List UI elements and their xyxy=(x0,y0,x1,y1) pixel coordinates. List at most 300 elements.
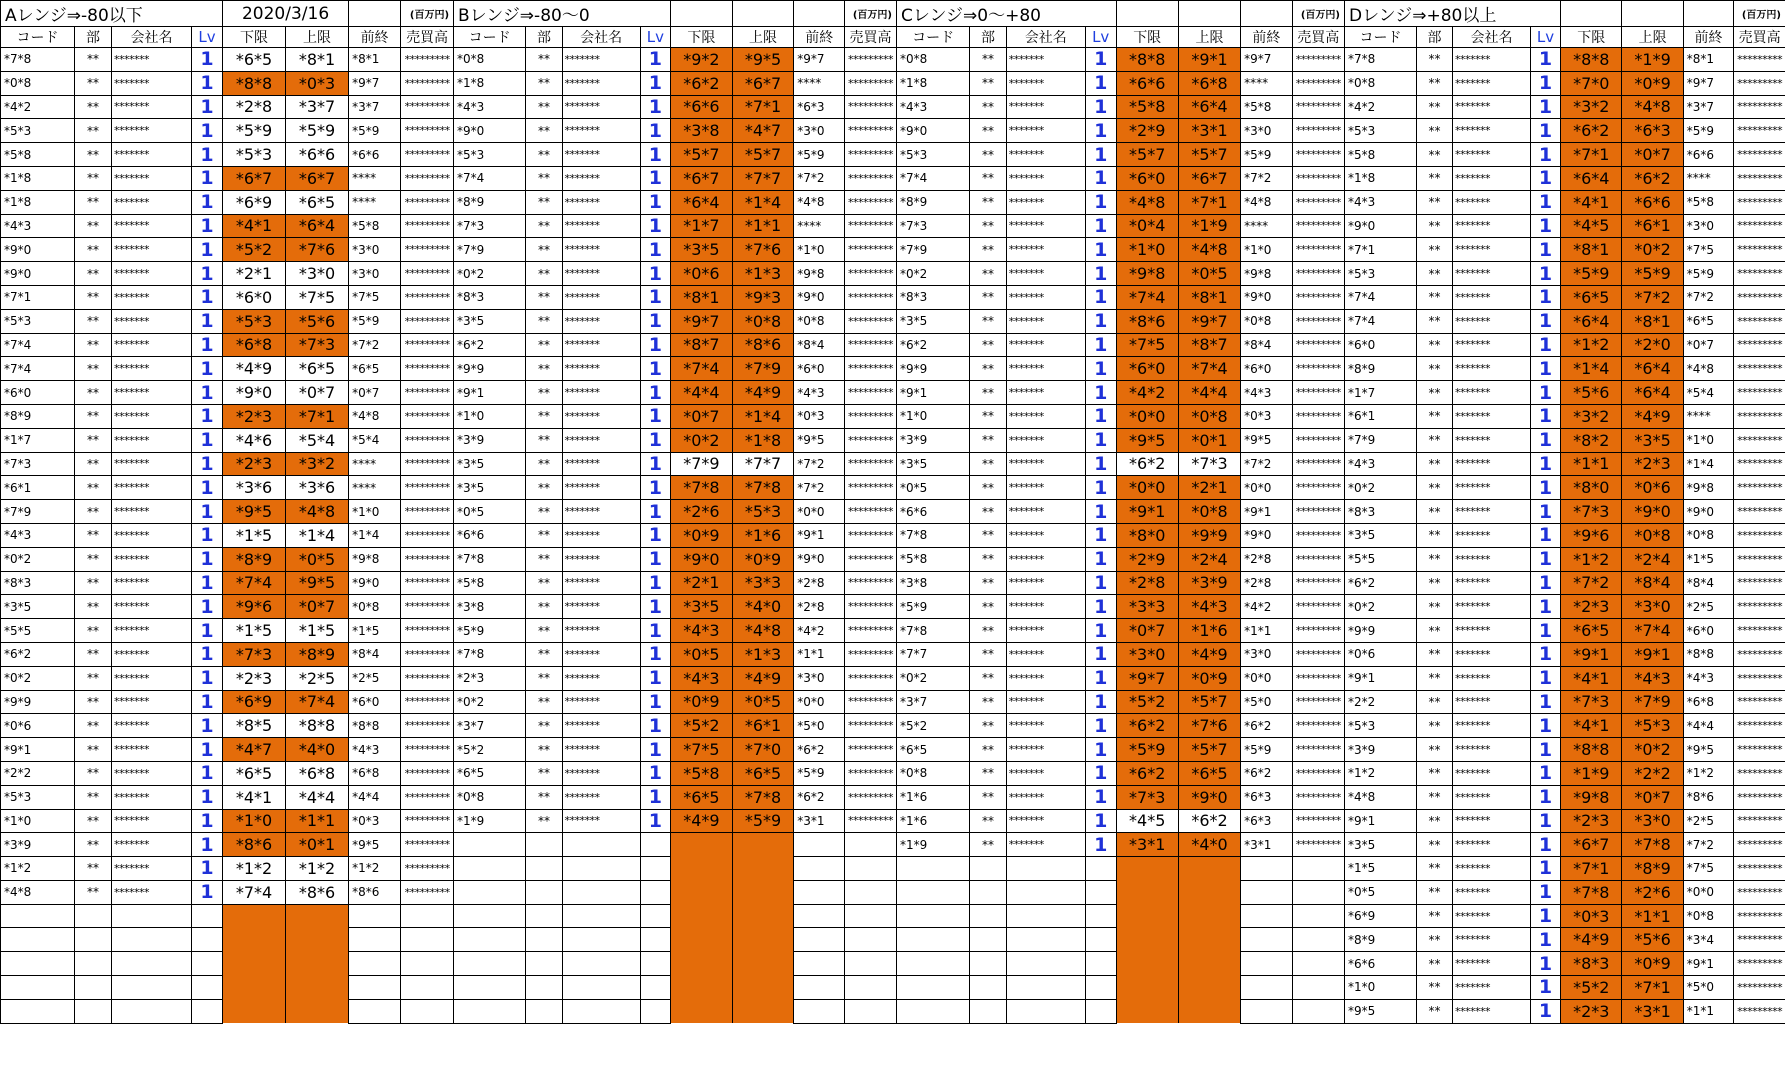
bu-cell[interactable]: ** xyxy=(1417,666,1453,690)
low-cell[interactable]: *6*4 xyxy=(1561,309,1622,333)
prev-cell[interactable]: *0*3 xyxy=(349,809,401,833)
prev-cell[interactable]: *0*8 xyxy=(1683,523,1734,547)
bu-cell[interactable]: ** xyxy=(75,880,112,904)
sales-cell[interactable]: ********* xyxy=(1734,95,1785,119)
prev-cell[interactable]: *5*0 xyxy=(1683,976,1734,1000)
lv-cell[interactable]: 1 xyxy=(1530,857,1560,881)
prev-cell[interactable]: *9*1 xyxy=(794,523,845,547)
bu-cell[interactable]: ** xyxy=(75,642,112,666)
low-cell[interactable]: *2*9 xyxy=(1116,547,1178,571)
bu-cell[interactable]: ** xyxy=(526,285,562,309)
code-cell[interactable]: *7*9 xyxy=(1,500,75,524)
name-cell[interactable]: ******* xyxy=(1006,309,1085,333)
header-low[interactable]: 下限 xyxy=(671,27,733,48)
low-cell[interactable]: *1*0 xyxy=(223,809,286,833)
empty-cell[interactable] xyxy=(349,999,401,1023)
range-title[interactable]: Aレンジ⇒-80以下 xyxy=(1,1,223,27)
empty-cell[interactable] xyxy=(1085,880,1116,904)
empty-cell[interactable] xyxy=(1683,1,1734,27)
bu-cell[interactable]: ** xyxy=(526,190,562,214)
empty-cell[interactable] xyxy=(794,880,845,904)
high-cell[interactable]: *8*6 xyxy=(732,333,794,357)
lv-cell[interactable]: 1 xyxy=(1530,333,1560,357)
prev-cell[interactable]: *8*6 xyxy=(1683,785,1734,809)
code-cell[interactable]: *7*8 xyxy=(454,547,526,571)
code-cell[interactable]: *6*6 xyxy=(897,500,970,524)
bu-cell[interactable]: ** xyxy=(970,119,1007,143)
bu-cell[interactable]: ** xyxy=(526,262,562,286)
empty-cell[interactable] xyxy=(732,952,794,976)
code-cell[interactable]: *2*2 xyxy=(1345,690,1417,714)
high-cell[interactable]: *0*9 xyxy=(1178,666,1240,690)
name-cell[interactable]: ******* xyxy=(562,642,640,666)
low-cell[interactable]: *9*7 xyxy=(1116,666,1178,690)
header-lv[interactable]: Lv xyxy=(1085,27,1116,48)
empty-cell[interactable] xyxy=(671,1,733,27)
bu-cell[interactable]: ** xyxy=(970,285,1007,309)
prev-cell[interactable]: *9*8 xyxy=(794,262,845,286)
sales-cell[interactable]: ********* xyxy=(1292,428,1344,452)
name-cell[interactable]: ******* xyxy=(112,880,192,904)
sales-cell[interactable]: ********* xyxy=(1734,452,1785,476)
low-cell[interactable]: *1*4 xyxy=(1561,357,1622,381)
bu-cell[interactable]: ** xyxy=(1417,809,1453,833)
code-cell[interactable]: *0*8 xyxy=(454,785,526,809)
lv-cell[interactable]: 1 xyxy=(192,571,223,595)
low-cell[interactable]: *4*5 xyxy=(1116,809,1178,833)
empty-cell[interactable] xyxy=(1178,880,1240,904)
sales-cell[interactable]: ********* xyxy=(1734,976,1785,1000)
name-cell[interactable]: ******* xyxy=(1006,285,1085,309)
low-cell[interactable]: *0*6 xyxy=(671,262,733,286)
low-cell[interactable]: *2*3 xyxy=(1561,809,1622,833)
code-cell[interactable]: *1*0 xyxy=(1,809,75,833)
low-cell[interactable]: *0*2 xyxy=(671,428,733,452)
low-cell[interactable]: *2*6 xyxy=(671,500,733,524)
bu-cell[interactable]: ** xyxy=(970,571,1007,595)
high-cell[interactable]: *0*8 xyxy=(732,309,794,333)
sales-cell[interactable]: ********* xyxy=(401,71,454,95)
empty-cell[interactable] xyxy=(671,880,733,904)
high-cell[interactable]: *2*6 xyxy=(1622,880,1683,904)
lv-cell[interactable]: 1 xyxy=(192,285,223,309)
code-cell[interactable]: *3*9 xyxy=(454,428,526,452)
name-cell[interactable]: ******* xyxy=(1453,714,1531,738)
lv-cell[interactable]: 1 xyxy=(640,571,670,595)
name-cell[interactable]: ******* xyxy=(112,666,192,690)
prev-cell[interactable]: *1*2 xyxy=(1683,761,1734,785)
code-cell[interactable]: *0*2 xyxy=(1345,476,1417,500)
high-cell[interactable]: *1*9 xyxy=(1178,214,1240,238)
code-cell[interactable]: *7*9 xyxy=(1345,428,1417,452)
code-cell[interactable]: *5*3 xyxy=(897,143,970,167)
empty-cell[interactable] xyxy=(1116,976,1178,1000)
empty-cell[interactable] xyxy=(1116,904,1178,928)
unit-label[interactable]: (百万円) xyxy=(401,1,454,27)
name-cell[interactable]: ******* xyxy=(562,523,640,547)
empty-cell[interactable] xyxy=(845,904,897,928)
lv-cell[interactable]: 1 xyxy=(1085,642,1116,666)
sales-cell[interactable]: ********* xyxy=(845,619,897,643)
bu-cell[interactable]: ** xyxy=(970,714,1007,738)
sales-cell[interactable]: ********* xyxy=(845,404,897,428)
empty-cell[interactable] xyxy=(1,952,75,976)
sales-cell[interactable]: ********* xyxy=(845,381,897,405)
high-cell[interactable]: *7*8 xyxy=(732,476,794,500)
empty-cell[interactable] xyxy=(192,952,223,976)
empty-cell[interactable] xyxy=(454,976,526,1000)
lv-cell[interactable]: 1 xyxy=(1530,285,1560,309)
header-name[interactable]: 会社名 xyxy=(112,27,192,48)
low-cell[interactable]: *4*1 xyxy=(223,214,286,238)
empty-cell[interactable] xyxy=(1178,1,1240,27)
name-cell[interactable]: ******* xyxy=(1453,619,1531,643)
bu-cell[interactable]: ** xyxy=(970,143,1007,167)
bu-cell[interactable]: ** xyxy=(75,452,112,476)
empty-cell[interactable] xyxy=(732,976,794,1000)
lv-cell[interactable]: 1 xyxy=(640,404,670,428)
bu-cell[interactable]: ** xyxy=(526,761,562,785)
code-cell[interactable]: *0*6 xyxy=(1,714,75,738)
code-cell[interactable]: *7*8 xyxy=(1345,48,1417,72)
low-cell[interactable]: *0*7 xyxy=(671,404,733,428)
sales-cell[interactable]: ********* xyxy=(1734,547,1785,571)
name-cell[interactable]: ******* xyxy=(562,309,640,333)
sales-cell[interactable]: ********* xyxy=(1292,476,1344,500)
prev-cell[interactable]: *3*0 xyxy=(1683,214,1734,238)
prev-cell[interactable]: *2*8 xyxy=(1241,547,1292,571)
sales-cell[interactable]: ********* xyxy=(1734,214,1785,238)
name-cell[interactable]: ******* xyxy=(1453,190,1531,214)
low-cell[interactable]: *4*9 xyxy=(671,809,733,833)
low-cell[interactable]: *8*3 xyxy=(1561,952,1622,976)
empty-cell[interactable] xyxy=(794,928,845,952)
high-cell[interactable]: *7*4 xyxy=(286,690,349,714)
bu-cell[interactable]: ** xyxy=(526,309,562,333)
sales-cell[interactable]: ********* xyxy=(845,642,897,666)
code-cell[interactable]: *5*5 xyxy=(1,619,75,643)
low-cell[interactable]: *6*6 xyxy=(1116,71,1178,95)
sales-cell[interactable]: ********* xyxy=(1292,48,1344,72)
bu-cell[interactable]: ** xyxy=(970,262,1007,286)
lv-cell[interactable]: 1 xyxy=(192,476,223,500)
bu-cell[interactable]: ** xyxy=(1417,452,1453,476)
empty-cell[interactable] xyxy=(1006,952,1085,976)
code-cell[interactable]: *4*2 xyxy=(1345,95,1417,119)
empty-cell[interactable] xyxy=(794,976,845,1000)
sales-cell[interactable]: ********* xyxy=(845,500,897,524)
high-cell[interactable]: *1*5 xyxy=(286,619,349,643)
header-sales[interactable]: 売買高 xyxy=(845,27,897,48)
low-cell[interactable]: *9*2 xyxy=(671,48,733,72)
name-cell[interactable]: ******* xyxy=(112,333,192,357)
lv-cell[interactable]: 1 xyxy=(192,500,223,524)
sales-cell[interactable]: ********* xyxy=(1292,238,1344,262)
name-cell[interactable]: ******* xyxy=(1453,833,1531,857)
prev-cell[interactable]: *7*2 xyxy=(794,166,845,190)
bu-cell[interactable]: ** xyxy=(75,214,112,238)
low-cell[interactable]: *4*1 xyxy=(1561,190,1622,214)
sales-cell[interactable]: ********* xyxy=(1734,357,1785,381)
empty-cell[interactable] xyxy=(640,976,670,1000)
low-cell[interactable]: *2*3 xyxy=(1561,595,1622,619)
empty-cell[interactable] xyxy=(794,999,845,1023)
low-cell[interactable]: *0*9 xyxy=(671,690,733,714)
high-cell[interactable]: *3*6 xyxy=(286,476,349,500)
code-cell[interactable]: *8*3 xyxy=(1,571,75,595)
prev-cell[interactable]: *6*0 xyxy=(1683,619,1734,643)
prev-cell[interactable]: *6*8 xyxy=(349,761,401,785)
name-cell[interactable]: ******* xyxy=(1006,809,1085,833)
code-cell[interactable]: *4*8 xyxy=(1345,785,1417,809)
low-cell[interactable]: *1*7 xyxy=(671,214,733,238)
header-lv[interactable]: Lv xyxy=(192,27,223,48)
sales-cell[interactable]: ********* xyxy=(1292,119,1344,143)
bu-cell[interactable]: ** xyxy=(970,452,1007,476)
prev-cell[interactable]: *6*3 xyxy=(1241,785,1292,809)
high-cell[interactable]: *0*7 xyxy=(286,381,349,405)
high-cell[interactable]: *4*8 xyxy=(1622,95,1683,119)
name-cell[interactable]: ******* xyxy=(562,714,640,738)
high-cell[interactable]: *7*3 xyxy=(1178,452,1240,476)
empty-cell[interactable] xyxy=(732,999,794,1023)
high-cell[interactable]: *6*4 xyxy=(1178,95,1240,119)
name-cell[interactable]: ******* xyxy=(112,166,192,190)
prev-cell[interactable]: *7*2 xyxy=(1683,833,1734,857)
prev-cell[interactable]: *5*8 xyxy=(349,214,401,238)
sales-cell[interactable]: ********* xyxy=(401,190,454,214)
high-cell[interactable]: *2*4 xyxy=(1178,547,1240,571)
code-cell[interactable]: *0*8 xyxy=(897,48,970,72)
high-cell[interactable]: *7*7 xyxy=(732,166,794,190)
lv-cell[interactable]: 1 xyxy=(1085,381,1116,405)
empty-cell[interactable] xyxy=(732,880,794,904)
prev-cell[interactable]: *4*8 xyxy=(794,190,845,214)
code-cell[interactable]: *3*5 xyxy=(454,476,526,500)
empty-cell[interactable] xyxy=(640,880,670,904)
header-code[interactable]: コード xyxy=(1345,27,1417,48)
bu-cell[interactable]: ** xyxy=(75,476,112,500)
lv-cell[interactable]: 1 xyxy=(1530,642,1560,666)
bu-cell[interactable]: ** xyxy=(526,381,562,405)
high-cell[interactable]: *4*0 xyxy=(1178,833,1240,857)
header-code[interactable]: コード xyxy=(897,27,970,48)
lv-cell[interactable]: 1 xyxy=(1530,952,1560,976)
empty-cell[interactable] xyxy=(401,976,454,1000)
code-cell[interactable]: *5*3 xyxy=(1,119,75,143)
low-cell[interactable]: *7*5 xyxy=(671,738,733,762)
high-cell[interactable]: *6*7 xyxy=(286,166,349,190)
empty-cell[interactable] xyxy=(845,976,897,1000)
empty-cell[interactable] xyxy=(1241,928,1292,952)
low-cell[interactable]: *6*2 xyxy=(1116,452,1178,476)
prev-cell[interactable]: *5*0 xyxy=(794,714,845,738)
sales-cell[interactable]: ********* xyxy=(1292,357,1344,381)
name-cell[interactable]: ******* xyxy=(1453,809,1531,833)
code-cell[interactable]: *1*9 xyxy=(897,833,970,857)
name-cell[interactable]: ******* xyxy=(112,428,192,452)
code-cell[interactable]: *7*4 xyxy=(454,166,526,190)
sales-cell[interactable]: ********* xyxy=(1734,999,1785,1023)
prev-cell[interactable]: *5*9 xyxy=(1683,262,1734,286)
sales-cell[interactable]: ********* xyxy=(1292,404,1344,428)
code-cell[interactable]: *1*8 xyxy=(1,166,75,190)
bu-cell[interactable]: ** xyxy=(75,761,112,785)
empty-cell[interactable] xyxy=(1292,857,1344,881)
low-cell[interactable]: *6*2 xyxy=(1116,714,1178,738)
high-cell[interactable]: *0*6 xyxy=(1622,476,1683,500)
lv-cell[interactable]: 1 xyxy=(1085,452,1116,476)
name-cell[interactable]: ******* xyxy=(112,809,192,833)
empty-cell[interactable] xyxy=(845,952,897,976)
lv-cell[interactable]: 1 xyxy=(640,309,670,333)
code-cell[interactable]: *6*5 xyxy=(897,738,970,762)
bu-cell[interactable]: ** xyxy=(75,833,112,857)
empty-cell[interactable] xyxy=(526,857,562,881)
sales-cell[interactable]: ********* xyxy=(1734,785,1785,809)
high-cell[interactable]: *1*6 xyxy=(732,523,794,547)
sales-cell[interactable]: ********* xyxy=(401,309,454,333)
prev-cell[interactable]: *2*8 xyxy=(794,571,845,595)
sales-cell[interactable]: ********* xyxy=(845,690,897,714)
empty-cell[interactable] xyxy=(970,928,1007,952)
bu-cell[interactable]: ** xyxy=(526,690,562,714)
bu-cell[interactable]: ** xyxy=(75,166,112,190)
name-cell[interactable]: ******* xyxy=(1453,928,1531,952)
low-cell[interactable]: *4*2 xyxy=(1116,381,1178,405)
name-cell[interactable]: ******* xyxy=(1006,381,1085,405)
empty-cell[interactable] xyxy=(112,928,192,952)
lv-cell[interactable]: 1 xyxy=(1530,119,1560,143)
lv-cell[interactable]: 1 xyxy=(1085,809,1116,833)
low-cell[interactable]: *6*4 xyxy=(1561,166,1622,190)
empty-cell[interactable] xyxy=(970,952,1007,976)
prev-cell[interactable]: *1*4 xyxy=(349,523,401,547)
low-cell[interactable]: *9*0 xyxy=(671,547,733,571)
low-cell[interactable]: *9*5 xyxy=(1116,428,1178,452)
empty-cell[interactable] xyxy=(794,1,845,27)
empty-cell[interactable] xyxy=(192,904,223,928)
high-cell[interactable]: *2*2 xyxy=(1622,761,1683,785)
prev-cell[interactable]: *9*5 xyxy=(794,428,845,452)
low-cell[interactable]: *8*0 xyxy=(1116,523,1178,547)
prev-cell[interactable]: *9*8 xyxy=(1683,476,1734,500)
code-cell[interactable]: *3*8 xyxy=(897,571,970,595)
empty-cell[interactable] xyxy=(401,928,454,952)
sales-cell[interactable]: ********* xyxy=(401,642,454,666)
name-cell[interactable]: ******* xyxy=(1453,48,1531,72)
lv-cell[interactable]: 1 xyxy=(1530,166,1560,190)
sales-cell[interactable]: ********* xyxy=(845,357,897,381)
prev-cell[interactable]: *0*8 xyxy=(1241,309,1292,333)
code-cell[interactable]: *1*8 xyxy=(454,71,526,95)
lv-cell[interactable]: 1 xyxy=(192,523,223,547)
lv-cell[interactable]: 1 xyxy=(1530,428,1560,452)
high-cell[interactable]: *3*1 xyxy=(1622,999,1683,1023)
code-cell[interactable]: *7*4 xyxy=(897,166,970,190)
lv-cell[interactable]: 1 xyxy=(192,238,223,262)
code-cell[interactable]: *6*1 xyxy=(1345,404,1417,428)
prev-cell[interactable]: *7*5 xyxy=(349,285,401,309)
low-cell[interactable]: *5*8 xyxy=(1116,95,1178,119)
sales-cell[interactable]: ********* xyxy=(1734,714,1785,738)
empty-cell[interactable] xyxy=(897,976,970,1000)
lv-cell[interactable]: 1 xyxy=(640,71,670,95)
bu-cell[interactable]: ** xyxy=(1417,976,1453,1000)
bu-cell[interactable]: ** xyxy=(970,809,1007,833)
empty-cell[interactable] xyxy=(401,999,454,1023)
low-cell[interactable]: *7*4 xyxy=(1116,285,1178,309)
low-cell[interactable]: *6*2 xyxy=(1116,761,1178,785)
high-cell[interactable]: *8*1 xyxy=(1622,309,1683,333)
lv-cell[interactable]: 1 xyxy=(1530,690,1560,714)
code-cell[interactable]: *3*7 xyxy=(897,690,970,714)
sales-cell[interactable]: ********* xyxy=(1292,761,1344,785)
lv-cell[interactable]: 1 xyxy=(640,619,670,643)
prev-cell[interactable]: *4*4 xyxy=(349,785,401,809)
empty-cell[interactable] xyxy=(562,833,640,857)
high-cell[interactable]: *7*1 xyxy=(1178,190,1240,214)
high-cell[interactable]: *1*1 xyxy=(732,214,794,238)
bu-cell[interactable]: ** xyxy=(1417,690,1453,714)
sales-cell[interactable]: ********* xyxy=(401,738,454,762)
empty-cell[interactable] xyxy=(454,857,526,881)
code-cell[interactable]: *0*2 xyxy=(1345,595,1417,619)
sales-cell[interactable]: ********* xyxy=(401,571,454,595)
lv-cell[interactable]: 1 xyxy=(640,357,670,381)
prev-cell[interactable]: *0*7 xyxy=(349,381,401,405)
lv-cell[interactable]: 1 xyxy=(1530,404,1560,428)
bu-cell[interactable]: ** xyxy=(970,761,1007,785)
code-cell[interactable]: *1*2 xyxy=(1,857,75,881)
empty-cell[interactable] xyxy=(897,952,970,976)
low-cell[interactable]: *6*5 xyxy=(671,785,733,809)
sales-cell[interactable]: ********* xyxy=(401,143,454,167)
empty-cell[interactable] xyxy=(223,904,286,928)
code-cell[interactable]: *3*5 xyxy=(454,452,526,476)
empty-cell[interactable] xyxy=(794,904,845,928)
bu-cell[interactable]: ** xyxy=(1417,190,1453,214)
code-cell[interactable]: *5*2 xyxy=(454,738,526,762)
high-cell[interactable]: *0*5 xyxy=(1178,262,1240,286)
code-cell[interactable]: *3*9 xyxy=(1345,738,1417,762)
name-cell[interactable]: ******* xyxy=(562,595,640,619)
low-cell[interactable]: *4*7 xyxy=(223,738,286,762)
empty-cell[interactable] xyxy=(349,904,401,928)
header-name[interactable]: 会社名 xyxy=(1453,27,1531,48)
bu-cell[interactable]: ** xyxy=(1417,595,1453,619)
low-cell[interactable]: *3*2 xyxy=(1561,95,1622,119)
empty-cell[interactable] xyxy=(897,904,970,928)
sales-cell[interactable]: ********* xyxy=(1734,190,1785,214)
empty-cell[interactable] xyxy=(1006,999,1085,1023)
high-cell[interactable]: *6*2 xyxy=(1622,166,1683,190)
high-cell[interactable]: *6*6 xyxy=(286,143,349,167)
code-cell[interactable]: *8*9 xyxy=(454,190,526,214)
high-cell[interactable]: *9*9 xyxy=(1178,523,1240,547)
prev-cell[interactable]: *8*4 xyxy=(1683,571,1734,595)
high-cell[interactable]: *2*1 xyxy=(1178,476,1240,500)
empty-cell[interactable] xyxy=(112,904,192,928)
bu-cell[interactable]: ** xyxy=(970,428,1007,452)
code-cell[interactable]: *3*5 xyxy=(1345,833,1417,857)
low-cell[interactable]: *7*4 xyxy=(223,571,286,595)
bu-cell[interactable]: ** xyxy=(970,500,1007,524)
low-cell[interactable]: *0*0 xyxy=(1116,476,1178,500)
prev-cell[interactable]: *6*6 xyxy=(349,143,401,167)
name-cell[interactable]: ******* xyxy=(1006,595,1085,619)
empty-cell[interactable] xyxy=(1006,904,1085,928)
